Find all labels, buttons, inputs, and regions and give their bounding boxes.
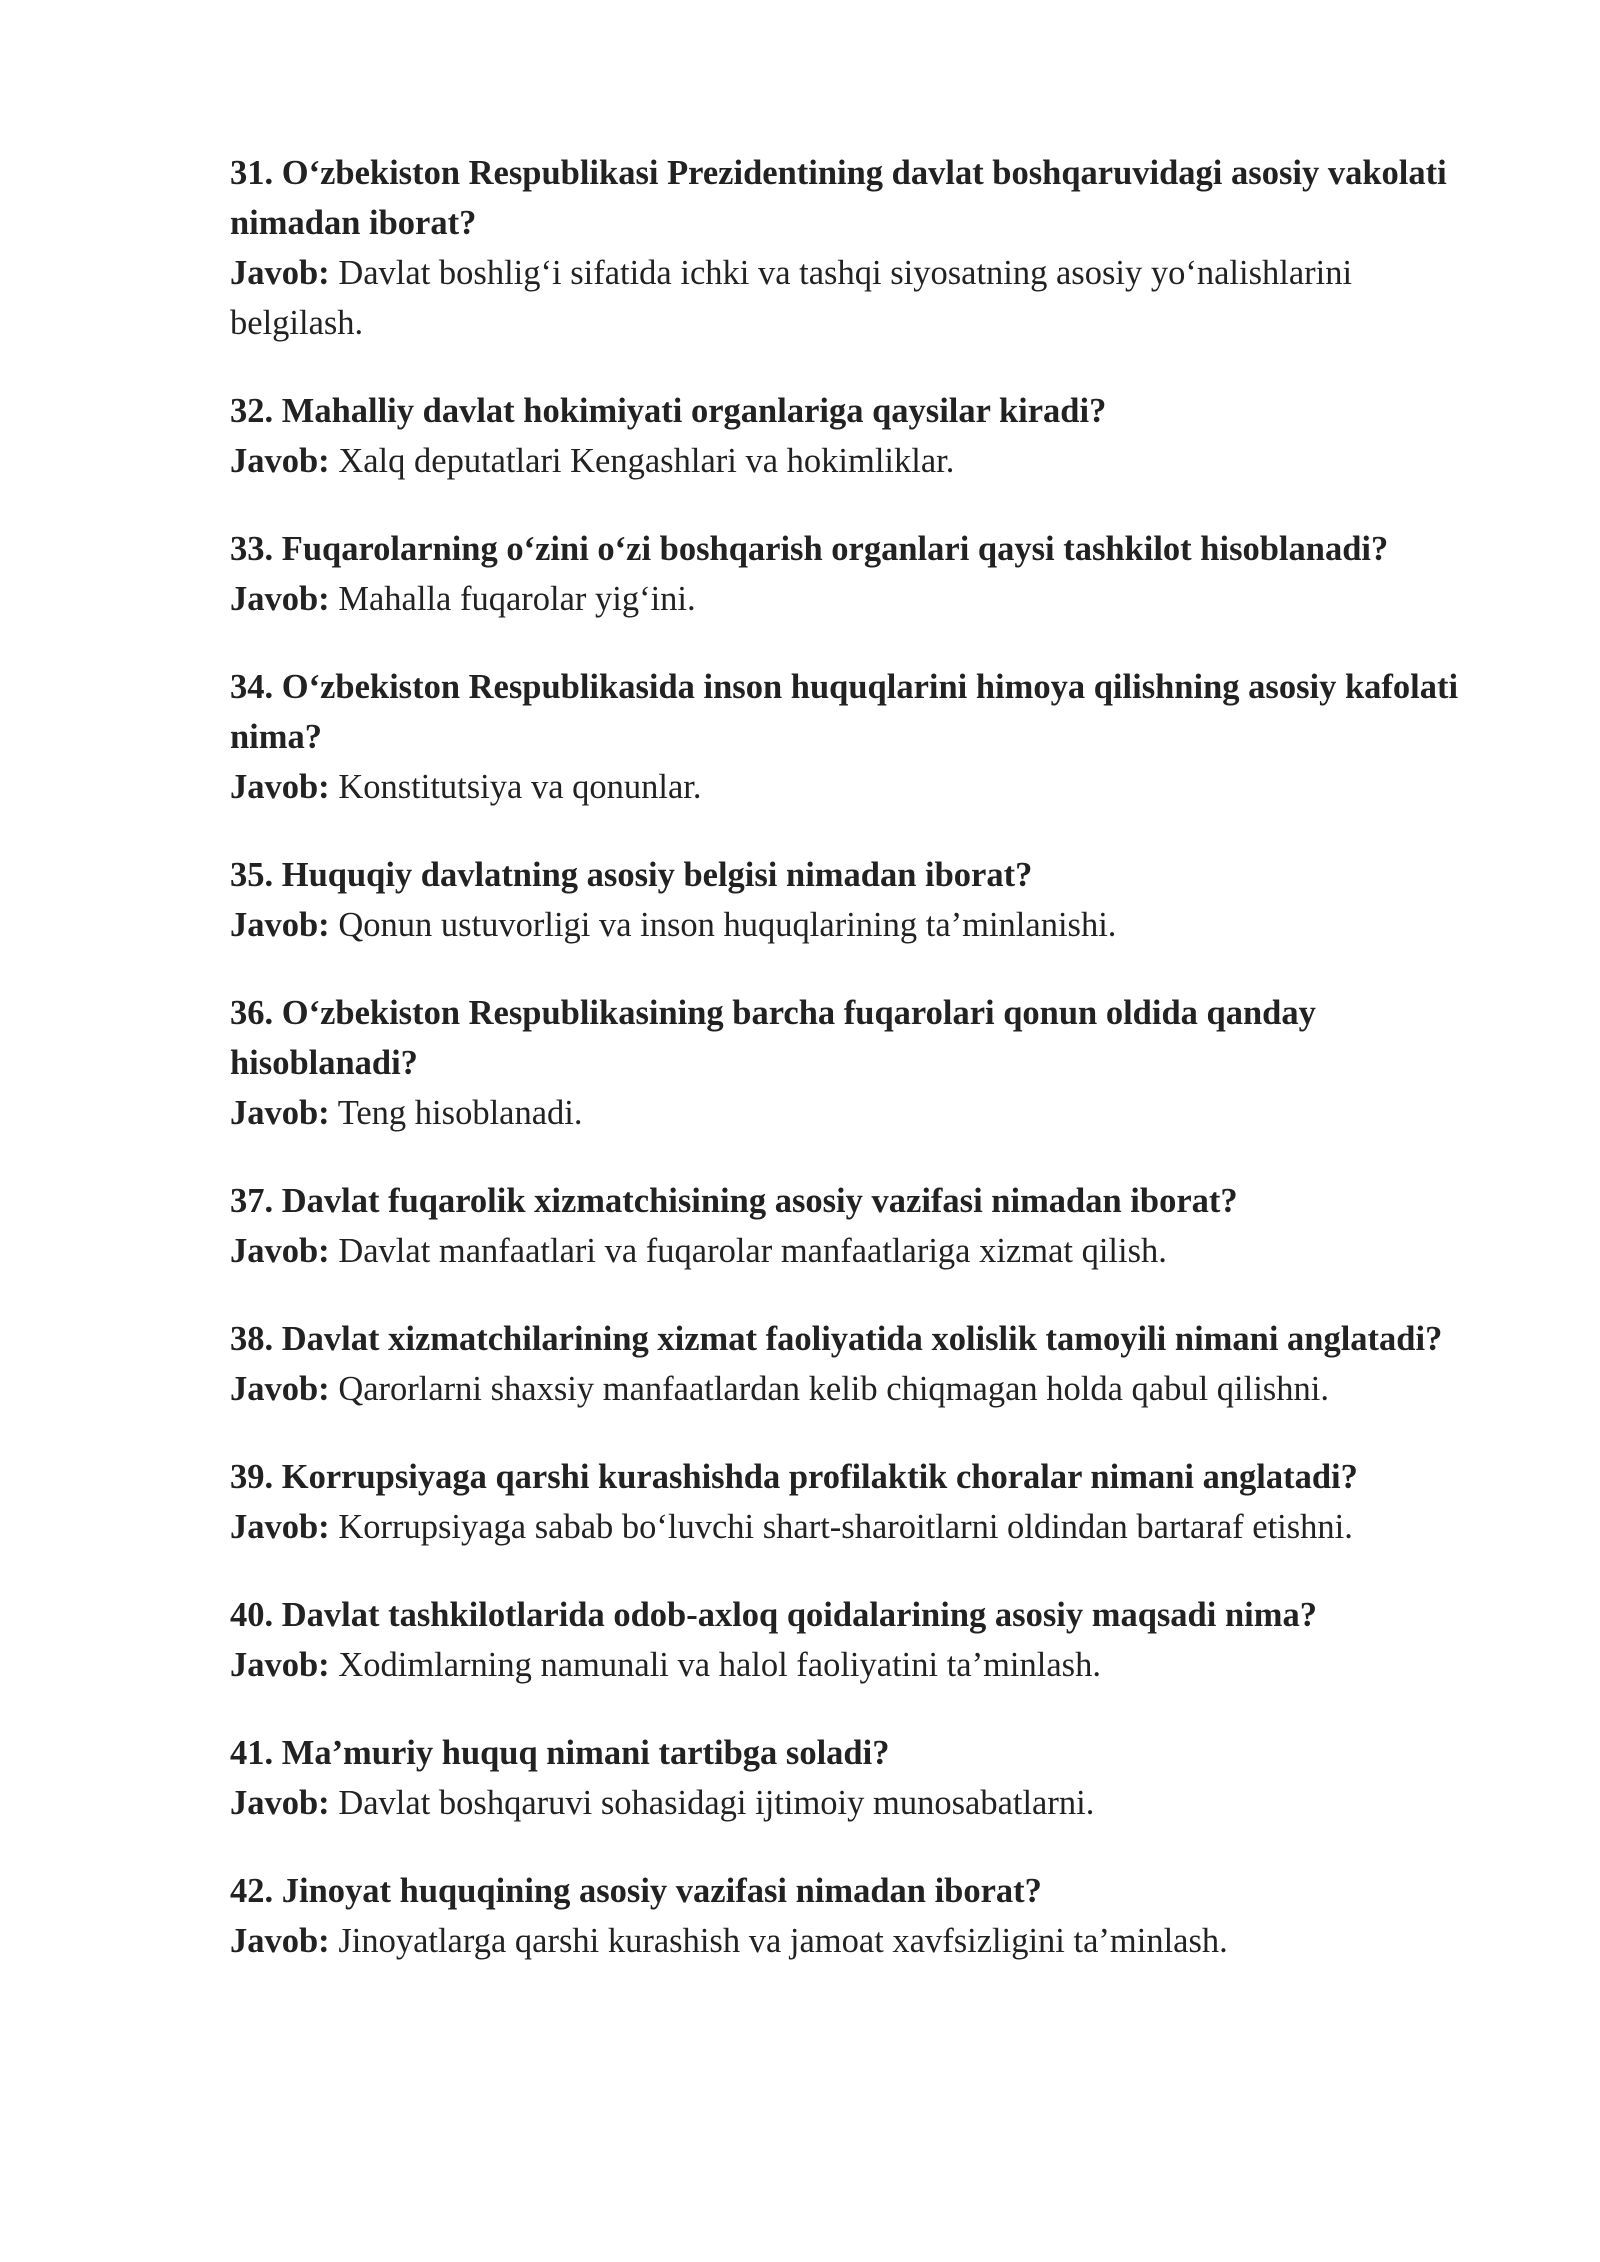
answer-label: Javob: (230, 906, 330, 944)
qa-item-33 (230, 524, 1485, 624)
answer-text: Xodimlarning namunali va halol faoliyatini ta’minlash. (338, 1646, 1101, 1684)
qa-item-37 (230, 1176, 1485, 1276)
answer-label: Javob: (230, 254, 330, 292)
qa-item-41 (230, 1728, 1485, 1828)
question-text: 37. Davlat fuqarolik xizmatchisining asosiy vazifasi nimadan iborat? (230, 1182, 1238, 1220)
qa-item-35 (230, 850, 1485, 950)
question-text: 41. Ma’muriy huquq nimani tartibga soladi? (230, 1734, 890, 1772)
answer-line (230, 762, 1485, 812)
qa-item-38 (230, 1314, 1485, 1414)
question-text: 42. Jinoyat huquqining asosiy vazifasi nimadan iborat? (230, 1872, 1042, 1910)
answer-line (230, 1916, 1485, 1966)
answer-label: Javob: (230, 1094, 330, 1132)
qa-item-42 (230, 1866, 1485, 1966)
question-text: 34. O‘zbekiston Respublikasida inson huquqlarini himoya qilishning asosiy kafolati nima? (230, 668, 1459, 756)
answer-text: Xalq deputatlari Kengashlari va hokimliklar. (338, 442, 955, 480)
answer-label: Javob: (230, 442, 330, 480)
answer-text: Jinoyatlarga qarshi kurashish va jamoat xavfsizligini ta’minlash. (338, 1922, 1228, 1960)
answer-text: Korrupsiyaga sabab bo‘luvchi shart-sharoitlarni oldindan bartaraf etishni. (338, 1508, 1353, 1546)
answer-line (230, 1640, 1485, 1690)
answer-text: Davlat boshlig‘i sifatida ichki va tashqi siyosatning asosiy yo‘nalishlarini belgilash. (230, 254, 1353, 342)
qa-item-36 (230, 988, 1485, 1138)
question-text: 33. Fuqarolarning o‘zini o‘zi boshqarish organlari qaysi tashkilot hisoblanadi? (230, 530, 1389, 568)
answer-label: Javob: (230, 1784, 330, 1822)
answer-line (230, 1364, 1485, 1414)
answer-line (230, 1502, 1485, 1552)
question-text: 35. Huquqiy davlatning asosiy belgisi nimadan iborat? (230, 856, 1033, 894)
answer-text: Teng hisoblanadi. (337, 1094, 583, 1132)
qa-item-34 (230, 662, 1485, 812)
answer-line (230, 1778, 1485, 1828)
qa-item-32 (230, 386, 1485, 486)
answer-label: Javob: (230, 1508, 330, 1546)
question-text: 32. Mahalliy davlat hokimiyati organlariga qaysilar kiradi? (230, 392, 1107, 430)
question-text: 36. O‘zbekiston Respublikasining barcha fuqarolari qonun oldida qanday hisoblanadi? (230, 994, 1316, 1082)
answer-line (230, 900, 1485, 950)
answer-line (230, 248, 1485, 348)
qa-item-31 (230, 148, 1485, 348)
answer-label: Javob: (230, 580, 330, 618)
answer-text: Qarorlarni shaxsiy manfaatlardan kelib chiqmagan holda qabul qilishni. (338, 1370, 1329, 1408)
answer-label: Javob: (230, 1922, 330, 1960)
answer-text: Mahalla fuqarolar yig‘ini. (338, 580, 696, 618)
answer-line (230, 1226, 1485, 1276)
answer-label: Javob: (230, 1646, 330, 1684)
answer-text: Qonun ustuvorligi va inson huquqlarining ta’minlanishi. (338, 906, 1117, 944)
answer-line (230, 574, 1485, 624)
qa-item-39 (230, 1452, 1485, 1552)
answer-label: Javob: (230, 1232, 330, 1270)
question-text: 40. Davlat tashkilotlarida odob-axloq qoidalarining asosiy maqsadi nima? (230, 1596, 1317, 1634)
answer-text: Davlat manfaatlari va fuqarolar manfaatlariga xizmat qilish. (338, 1232, 1167, 1270)
question-text: 31. O‘zbekiston Respublikasi Prezidentining davlat boshqaruvidagi asosiy vakolati nimadan iborat? (230, 154, 1447, 242)
answer-label: Javob: (230, 768, 330, 806)
document-page (230, 148, 1485, 2004)
qa-item-40 (230, 1590, 1485, 1690)
answer-line (230, 436, 1485, 486)
answer-label: Javob: (230, 1370, 330, 1408)
answer-text: Davlat boshqaruvi sohasidagi ijtimoiy munosabatlarni. (338, 1784, 1095, 1822)
question-text: 39. Korrupsiyaga qarshi kurashishda profilaktik choralar nimani anglatadi? (230, 1458, 1358, 1496)
answer-line (230, 1088, 1485, 1138)
question-text: 38. Davlat xizmatchilarining xizmat faoliyatida xolislik tamoyili nimani anglatadi? (230, 1320, 1443, 1358)
answer-text: Konstitutsiya va qonunlar. (338, 768, 702, 806)
